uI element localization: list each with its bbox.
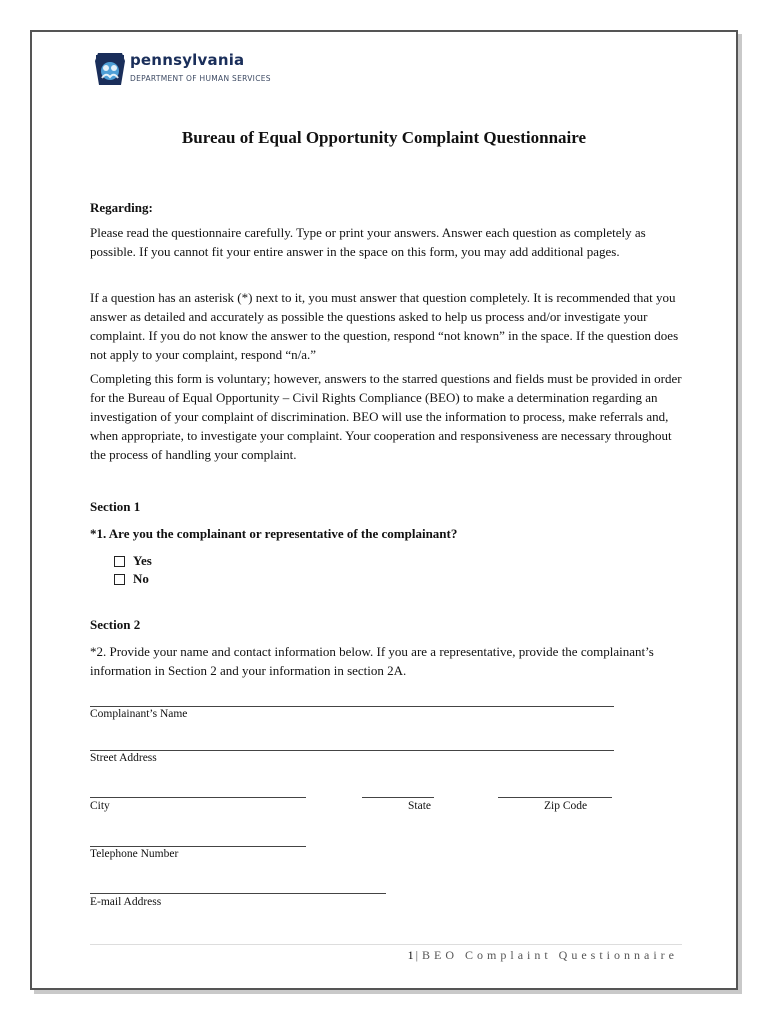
regarding-label: Regarding: [90, 200, 153, 215]
zip-code-line[interactable] [498, 797, 612, 798]
street-address-line[interactable] [90, 750, 614, 751]
section-1-question: *1. Are you the complainant or representative of the complainant? [90, 526, 458, 541]
section-1-heading: Section 1 [90, 499, 141, 514]
logo-department: DEPARTMENT OF HUMAN SERVICES [130, 74, 271, 83]
section-2-question: *2. Provide your name and contact information below. If you are a representative, provide the complainant’s information in Section 2 and your information in section 2A. [90, 644, 654, 678]
pennsylvania-dhs-logo [92, 47, 292, 91]
footer-text: BEO Complaint Questionnaire [422, 948, 678, 962]
instructions-paragraph-1: Please read the questionnaire carefully. Type or print your answers. Answer each question as completely as possible. If you cannot fit your entire answer in the space on this form, you may add additional pages. [90, 225, 646, 259]
option-yes[interactable] [114, 551, 714, 570]
document-title: Bureau of Equal Opportunity Complaint Questionnaire [181, 128, 587, 147]
telephone-label: Telephone Number [90, 848, 179, 860]
section-2-heading: Section 2 [90, 617, 141, 632]
complainant-name-label: Complainant’s Name [90, 708, 188, 720]
state-line[interactable] [362, 797, 434, 798]
instructions-paragraph-3: Completing this form is voluntary; however, answers to the starred questions and fields must be provided in order for the Bureau of Equal Opportunity – Civil Rights Compliance (BEO) to make a determination regarding an investigation of your complaint of discrimination. BEO will use the information to process, make referrals and, when appropriate, to investigate your complaint. Your cooperation and responsiveness are necessary throughout the process of handling your complaint. [90, 371, 682, 462]
instructions-paragraph-2: If a question has an asterisk (*) next to it, you must answer that question completely. It is recommended that you answer as detailed and accurately as possible the questions asked to help us process and/or investigate your complaint. If you do not know the answer to the question, respond “not known” in the space. If the question does not apply to your complaint, respond “n/a.” [90, 290, 679, 362]
complainant-name-line[interactable] [90, 706, 614, 707]
option-yes-label: Yes [133, 553, 152, 568]
document-page [30, 30, 738, 990]
logo-wordmark: pennsylvania [130, 51, 245, 69]
page-footer [408, 948, 678, 963]
checkbox-no[interactable] [114, 574, 125, 585]
keystone-icon [92, 47, 128, 87]
footer-separator: | [415, 948, 423, 962]
footer-rule [90, 944, 682, 945]
checkbox-yes[interactable] [114, 556, 125, 567]
option-no-label: No [133, 571, 149, 586]
telephone-line[interactable] [90, 846, 306, 847]
page-number: 1 [407, 948, 414, 962]
email-line[interactable] [90, 893, 386, 894]
city-label: City [90, 800, 110, 812]
city-line[interactable] [90, 797, 306, 798]
zip-code-label: Zip Code [544, 800, 588, 812]
option-no[interactable] [114, 569, 714, 588]
state-label: State [408, 800, 431, 812]
email-label: E-mail Address [90, 896, 162, 908]
street-address-label: Street Address [90, 752, 157, 764]
